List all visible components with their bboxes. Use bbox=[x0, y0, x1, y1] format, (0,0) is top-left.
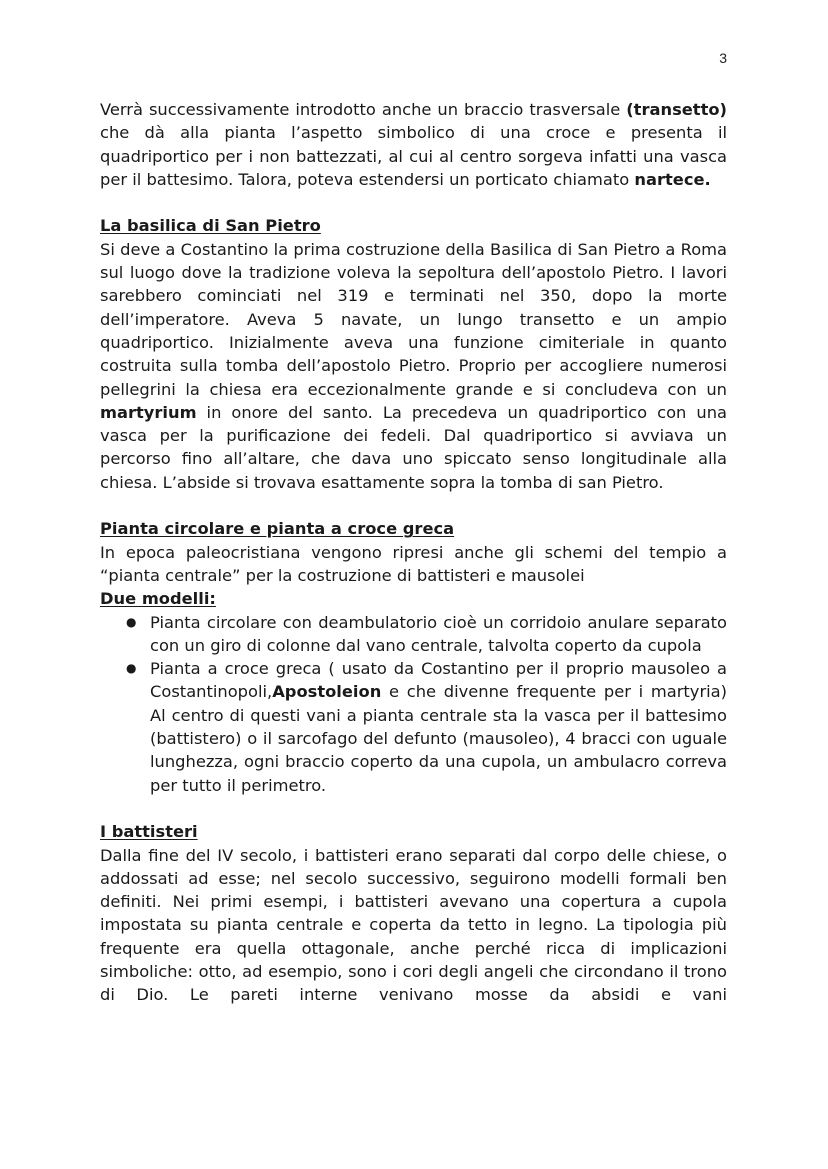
list-item-text: Pianta a croce greca ( usato da Costantino per il proprio mausoleo a Costantinopoli, bbox=[150, 659, 727, 702]
paragraph-text: Si deve a Costantino la prima costruzione della Basilica di San Pietro a Roma sul luogo dove la tradizione voleva la sepoltura dell’apostolo Pietro. I lavori sarebbero cominciati nel 319 e terminati nel 350, dopo la morte dell’imperatore. Aveva 5 navate, un lungo transetto e un ampio quadriportico. Inizialmente aveva una funzione cimiteriale in quanto costruita sulla tomba dell’apostolo Pietro. Proprio per accogliere numerosi pellegrini la chiesa era eccezionalmente grande e si concludeva con un bbox=[100, 239, 727, 399]
subheading-due-modelli: Due modelli: bbox=[100, 589, 216, 609]
paragraph-transetto bbox=[100, 98, 727, 191]
spacer bbox=[100, 191, 727, 214]
bold-term-transetto: (transetto) bbox=[626, 100, 727, 119]
spacer bbox=[100, 494, 727, 517]
list-item bbox=[100, 611, 727, 658]
page-number: 3 bbox=[719, 50, 727, 66]
section-heading-san-pietro: La basilica di San Pietro bbox=[100, 216, 321, 236]
bullet-icon: ● bbox=[126, 614, 137, 629]
document-body bbox=[100, 98, 727, 1007]
bullet-icon: ● bbox=[126, 661, 137, 676]
section-heading-pianta: Pianta circolare e pianta a croce greca bbox=[100, 519, 455, 539]
paragraph-battisteri: Dalla fine del IV secolo, i battisteri erano separati dal corpo delle chiese, o addossati ad esse; nel secolo successivo, seguirono modelli formali ben definiti. Nei primi esempi, i battisteri avevano una copertura a cupola impostata su pianta centrale e coperta da tetto in legno. La tipologia più frequente era quella ottagonale, anche perché ricca di implicazioni simboliche: otto, ad esempio, sono i cori degli angeli che circondano il trono di Dio. Le pareti interne venivano mosse da absidi e vani bbox=[100, 845, 727, 1005]
section-heading-battisteri: I battisteri bbox=[100, 822, 198, 842]
paragraph-text: che dà alla pianta l’aspetto simbolico di una croce e presenta il quadriportico per i non battezzati, al cui al centro sorgeva infatti una vasca per il battesimo. Talora, poteva estendersi un porticato chiamato bbox=[100, 123, 727, 189]
paragraph-text: Verrà successivamente introdotto anche un braccio trasversale bbox=[100, 100, 627, 119]
list-item bbox=[100, 657, 727, 797]
bold-term-nartece: nartece. bbox=[634, 169, 711, 189]
spacer bbox=[100, 797, 727, 820]
list-item-text: Pianta circolare con deambulatorio cioè un corridoio anulare separato con un giro di colonne dal vano centrale, talvolta coperto da cupola bbox=[150, 612, 727, 655]
list-item-text: e che divenne frequente per i martyria) Al centro di questi vani a pianta centrale sta la vasca per il battesimo (battistero) o il sarcofago del defunto (mausoleo), 4 bracci con uguale lunghezza, ogni braccio coperto da una cupola, un ambulacro correva per tutto il perimetro. bbox=[150, 682, 727, 795]
bold-term-apostoleion: Apostoleion bbox=[272, 682, 382, 702]
paragraph-san-pietro bbox=[100, 238, 727, 494]
paragraph-pianta-intro: In epoca paleocristiana vengono ripresi anche gli schemi del tempio a “pianta centrale” per la costruzione di battisteri e mausolei bbox=[100, 542, 727, 585]
bullet-list-modelli bbox=[100, 611, 727, 797]
paragraph-text: in onore del santo. La precedeva un quadriportico con una vasca per la purificazione dei fedeli. Dal quadriportico si avviava un percorso fino all’altare, che dava uno spiccato senso longitudinale alla chiesa. L’abside si trovava esattamente sopra la tomba di san Pietro. bbox=[100, 402, 727, 492]
bold-term-martyrium: martyrium bbox=[100, 402, 197, 422]
